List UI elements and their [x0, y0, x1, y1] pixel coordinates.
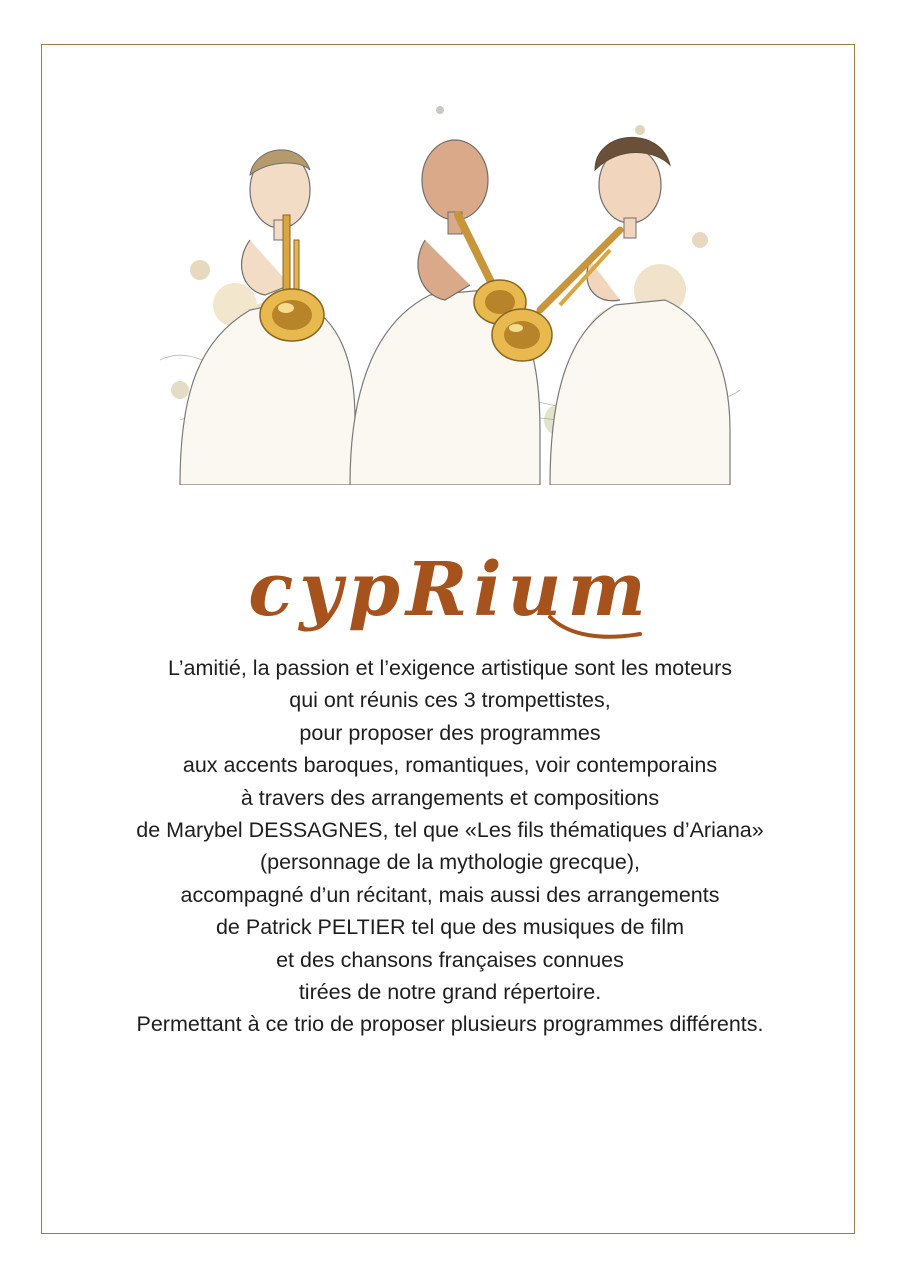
player-left — [180, 150, 355, 485]
text-line: à travers des arrangements et compositions — [240, 785, 660, 810]
trumpeters-illustration — [140, 90, 744, 485]
logo-flourish — [545, 612, 645, 642]
text-line: qui ont réunis ces 3 trompettistes, — [289, 688, 611, 713]
text-line: Permettant à ce trio de proposer plusieurs programmes différents. — [136, 1012, 764, 1037]
text-line: de Marybel DESSAGNES, tel que «Les fils thématiques d’Ariana» — [136, 818, 764, 843]
text-line: accompagné d’un récitant, mais aussi des arrangements — [180, 882, 720, 907]
text-line: tirées de notre grand répertoire. — [298, 980, 602, 1005]
cyprium-logo: cypRium — [248, 547, 652, 633]
text-line: L’amitié, la passion et l’exigence artistique sont les moteurs — [167, 656, 733, 680]
description-text — [40, 652, 860, 1041]
text-line: (personnage de la mythologie grecque), — [259, 850, 641, 875]
text-line: de Patrick PELTIER tel que des musiques de film — [215, 915, 685, 940]
text-line: et des chansons françaises connues — [276, 947, 624, 972]
text-line: pour proposer des programmes — [299, 720, 601, 745]
text-line: aux accents baroques, romantiques, voir contemporains — [182, 753, 718, 778]
